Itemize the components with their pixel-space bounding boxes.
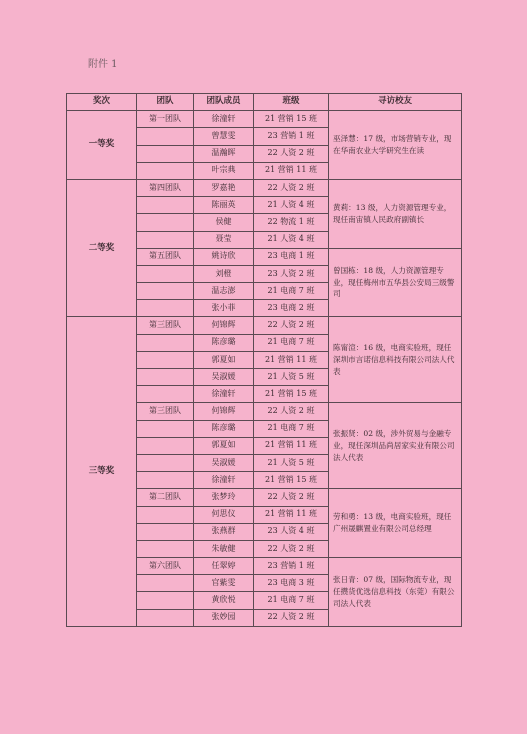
header-row: [67, 94, 462, 111]
member-name: 郭夏如: [194, 437, 254, 454]
award-level: 一等奖: [67, 111, 137, 180]
member-name: 何锦辉: [194, 317, 254, 334]
team-name: [137, 523, 194, 540]
member-class: 21 电商 7 班: [254, 420, 329, 437]
member-class: 22 人资 2 班: [254, 489, 329, 506]
member-name: 张梦玲: [194, 489, 254, 506]
member-class: 23 电商 2 班: [254, 300, 329, 317]
team-name: [137, 575, 194, 592]
member-class: 22 物流 1 班: [254, 214, 329, 231]
member-name: 张小菲: [194, 300, 254, 317]
member-class: 22 人资 2 班: [254, 179, 329, 196]
team-name: [137, 300, 194, 317]
member-name: 温瀚晖: [194, 145, 254, 162]
team-name: [137, 609, 194, 626]
member-name: 朱敏健: [194, 540, 254, 557]
member-name: 刘橙: [194, 265, 254, 282]
team-name: 第五团队: [137, 248, 194, 265]
member-name: 罗嘉艳: [194, 179, 254, 196]
team-name: [137, 472, 194, 489]
member-class: 22 人资 2 班: [254, 145, 329, 162]
award-level: 三等奖: [67, 317, 137, 626]
team-name: 第四团队: [137, 179, 194, 196]
member-class: 21 人资 4 班: [254, 197, 329, 214]
header-alumni: 寻访校友: [329, 94, 462, 111]
team-name: 第三团队: [137, 317, 194, 334]
member-name: 曾慧雯: [194, 128, 254, 145]
award-level: 二等奖: [67, 179, 137, 317]
member-class: 21 电商 7 班: [254, 334, 329, 351]
alumni-note: 曾国栋：18 级，人力资源管理专业，现任梅州市五华县公安局三级警司: [329, 248, 462, 317]
member-name: 叶宗典: [194, 162, 254, 179]
team-name: [137, 420, 194, 437]
team-name: [137, 283, 194, 300]
member-name: 任翠婷: [194, 558, 254, 575]
member-class: 21 人资 4 班: [254, 231, 329, 248]
member-name: 聂莹: [194, 231, 254, 248]
member-class: 21 营销 11 班: [254, 506, 329, 523]
alumni-note: 张日青：07 级，国际物流专业，现任攒货优选信息科技（东莞）有限公司法人代表: [329, 558, 462, 627]
member-name: 姚诗欣: [194, 248, 254, 265]
alumni-note: 张振贤：02 级，涉外贸易与金融专业，现任深圳品尚居家实业有限公司法人代表: [329, 403, 462, 489]
member-name: 侯健: [194, 214, 254, 231]
member-class: 21 营销 11 班: [254, 351, 329, 368]
member-class: 22 人资 2 班: [254, 609, 329, 626]
header-team: 团队: [137, 94, 194, 111]
team-name: 第一团队: [137, 111, 194, 128]
attachment-label: 附件 1: [88, 59, 118, 70]
member-class: 21 人资 5 班: [254, 369, 329, 386]
member-name: 温志澎: [194, 283, 254, 300]
team-name: 第二团队: [137, 489, 194, 506]
team-name: [137, 265, 194, 282]
member-name: 陈丽英: [194, 197, 254, 214]
member-name: 黄欣悦: [194, 592, 254, 609]
member-class: 21 营销 15 班: [254, 111, 329, 128]
header-class: 班级: [254, 94, 329, 111]
team-name: [137, 506, 194, 523]
member-name: 徐潼轩: [194, 111, 254, 128]
team-name: [137, 162, 194, 179]
member-class: 23 营销 1 班: [254, 128, 329, 145]
team-name: 第三团队: [137, 403, 194, 420]
member-class: 23 电商 3 班: [254, 575, 329, 592]
member-class: 23 电商 1 班: [254, 248, 329, 265]
table-row: [67, 317, 462, 334]
member-class: 23 人资 2 班: [254, 265, 329, 282]
member-class: 21 电商 7 班: [254, 592, 329, 609]
alumni-note: 陈甯渲：16 级，电商实验班，现任深圳市言诺信息科技有限公司法人代表: [329, 317, 462, 403]
team-name: [137, 214, 194, 231]
member-class: 21 营销 11 班: [254, 162, 329, 179]
team-name: 第六团队: [137, 558, 194, 575]
member-name: 何锦辉: [194, 403, 254, 420]
team-name: [137, 231, 194, 248]
member-class: 23 营销 1 班: [254, 558, 329, 575]
member-name: 张妙园: [194, 609, 254, 626]
alumni-note: 巫泽慧：17 级，市场营销专业，现在华南农业大学研究生在读: [329, 111, 462, 180]
team-name: [137, 369, 194, 386]
team-name: [137, 334, 194, 351]
member-class: 22 人资 2 班: [254, 540, 329, 557]
member-name: 陈彦璐: [194, 420, 254, 437]
member-name: 徐潼轩: [194, 386, 254, 403]
member-class: 21 营销 11 班: [254, 437, 329, 454]
award-table-body: [67, 111, 462, 627]
team-name: [137, 197, 194, 214]
team-name: [137, 386, 194, 403]
member-class: 21 人资 5 班: [254, 454, 329, 471]
header-members: 团队成员: [194, 94, 254, 111]
member-name: 郭夏如: [194, 351, 254, 368]
table-row: [67, 111, 462, 128]
team-name: [137, 351, 194, 368]
team-name: [137, 128, 194, 145]
member-name: 陈彦璐: [194, 334, 254, 351]
member-name: 吴淑媛: [194, 369, 254, 386]
member-class: 21 电商 7 班: [254, 283, 329, 300]
team-name: [137, 540, 194, 557]
member-class: 22 人资 2 班: [254, 317, 329, 334]
award-table: [66, 93, 462, 627]
team-name: [137, 437, 194, 454]
header-award: 奖次: [67, 94, 137, 111]
member-name: 吴淑媛: [194, 454, 254, 471]
member-name: 张燕群: [194, 523, 254, 540]
team-name: [137, 145, 194, 162]
member-name: 何思仪: [194, 506, 254, 523]
member-name: 官紫雯: [194, 575, 254, 592]
member-class: 23 人资 4 班: [254, 523, 329, 540]
member-name: 徐潼轩: [194, 472, 254, 489]
member-class: 22 人资 2 班: [254, 403, 329, 420]
team-name: [137, 592, 194, 609]
member-class: 21 营销 15 班: [254, 472, 329, 489]
team-name: [137, 454, 194, 471]
alumni-note: 黄莉：13 级，人力资源管理专业，现任南宙镇人民政府副镇长: [329, 179, 462, 248]
alumni-note: 劳和勇：13 级，电商实验班，现任广州晟麒置业有限公司总经理: [329, 489, 462, 558]
table-row: [67, 179, 462, 196]
member-class: 21 营销 15 班: [254, 386, 329, 403]
